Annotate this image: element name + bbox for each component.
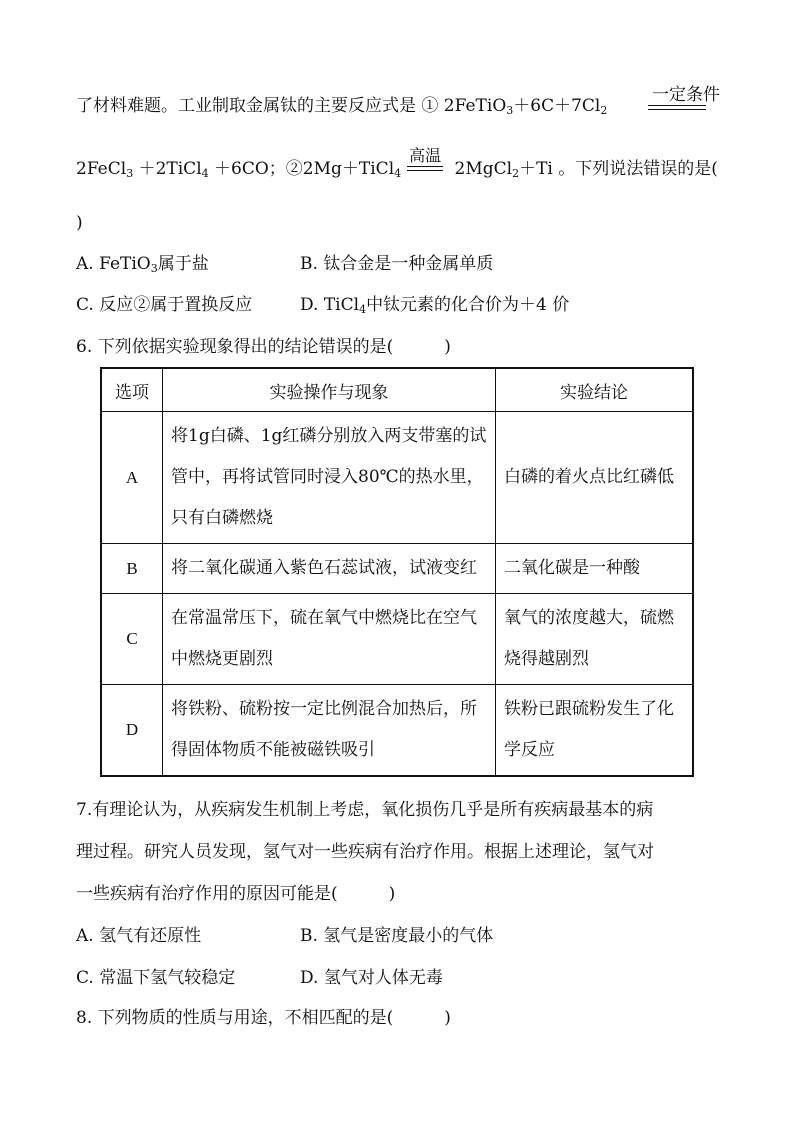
q7-line-1: 7.有理论认为，从疾病发生机制上考虑，氧化损伤几乎是所有疾病最基本的病 bbox=[76, 800, 654, 820]
header-operation: 实验操作与现象 bbox=[163, 368, 496, 412]
row-operation: 将铁粉、硫粉按一定比例混合加热后，所得固体物质不能被磁铁吸引 bbox=[163, 685, 496, 777]
table-row bbox=[101, 594, 693, 685]
q5-line-3: ) bbox=[76, 213, 83, 233]
row-option: B bbox=[101, 544, 163, 594]
q7-option-c: C. 常温下氢气较稳定 bbox=[76, 968, 236, 988]
equals-sign bbox=[648, 105, 706, 110]
q7-line-3: 一些疾病有治疗作用的原因可能是( ) bbox=[76, 884, 396, 904]
q5-line-1: 了材料难题。工业制取金属钛的主要反应式是 ① $2FeTiO_3+6C+7Cl_2$ bbox=[76, 96, 608, 117]
row-conclusion: 氧气的浓度越大，硫燃烧得越剧烈 bbox=[496, 594, 694, 685]
q7-line-2: 理过程。研究人员发现，氢气对一些疾病有治疗作用。根据上述理论，氢气对 bbox=[76, 842, 654, 862]
q8-stem: 8. 下列物质的性质与用途，不相匹配的是( ) bbox=[76, 1008, 451, 1028]
row-conclusion: 铁粉已跟硫粉发生了化学反应 bbox=[496, 685, 694, 777]
q5-option-d: D. TiCl$_4$中钛元素的化合价为＋4 价 bbox=[300, 295, 570, 316]
row-operation: 将1g白磷、1g红磷分别放入两支带塞的试管中，再将试管同时浸入80℃的热水里，只有白磷燃烧 bbox=[163, 412, 496, 544]
row-operation: 在常温常压下，硫在氧气中燃烧比在空气中燃烧更剧烈 bbox=[163, 594, 496, 685]
equals-sign bbox=[407, 166, 443, 171]
table-row bbox=[101, 544, 693, 594]
experiment-table bbox=[100, 367, 694, 777]
row-conclusion: 白磷的着火点比红磷低 bbox=[496, 412, 694, 544]
row-operation: 将二氧化碳通入紫色石蕊试液，试液变红 bbox=[163, 544, 496, 594]
reaction-condition-2: 高温 bbox=[407, 147, 443, 171]
table-row bbox=[101, 685, 693, 777]
table-row bbox=[101, 412, 693, 544]
header-conclusion: 实验结论 bbox=[496, 368, 694, 412]
q5-option-a: A. FeTiO$_3$属于盐 bbox=[76, 254, 209, 275]
row-option: D bbox=[101, 685, 163, 777]
row-option: A bbox=[101, 412, 163, 544]
reaction-condition-1: 一定条件 bbox=[646, 86, 726, 110]
q5-line-2: 2FeCl$_3$ ＋2TiCl$_4$ ＋6CO；②2Mg＋TiCl$_4$ 高温 2MgCl$_2$＋Ti 。下列说法错误的是( bbox=[76, 145, 718, 180]
q5-option-b: B. 钛合金是一种金属单质 bbox=[300, 254, 494, 274]
q7-option-a: A. 氢气有还原性 bbox=[76, 926, 202, 946]
q6-stem: 6. 下列依据实验现象得出的结论错误的是( ) bbox=[76, 337, 451, 357]
q7-option-d: D. 氢气对人体无毒 bbox=[300, 968, 443, 988]
row-conclusion: 二氧化碳是一种酸 bbox=[496, 544, 694, 594]
q5-option-c: C. 反应②属于置换反应 bbox=[76, 295, 253, 315]
table-header-row bbox=[101, 368, 693, 412]
q7-option-b: B. 氢气是密度最小的气体 bbox=[300, 926, 494, 946]
row-option: C bbox=[101, 594, 163, 685]
header-option: 选项 bbox=[101, 368, 163, 412]
